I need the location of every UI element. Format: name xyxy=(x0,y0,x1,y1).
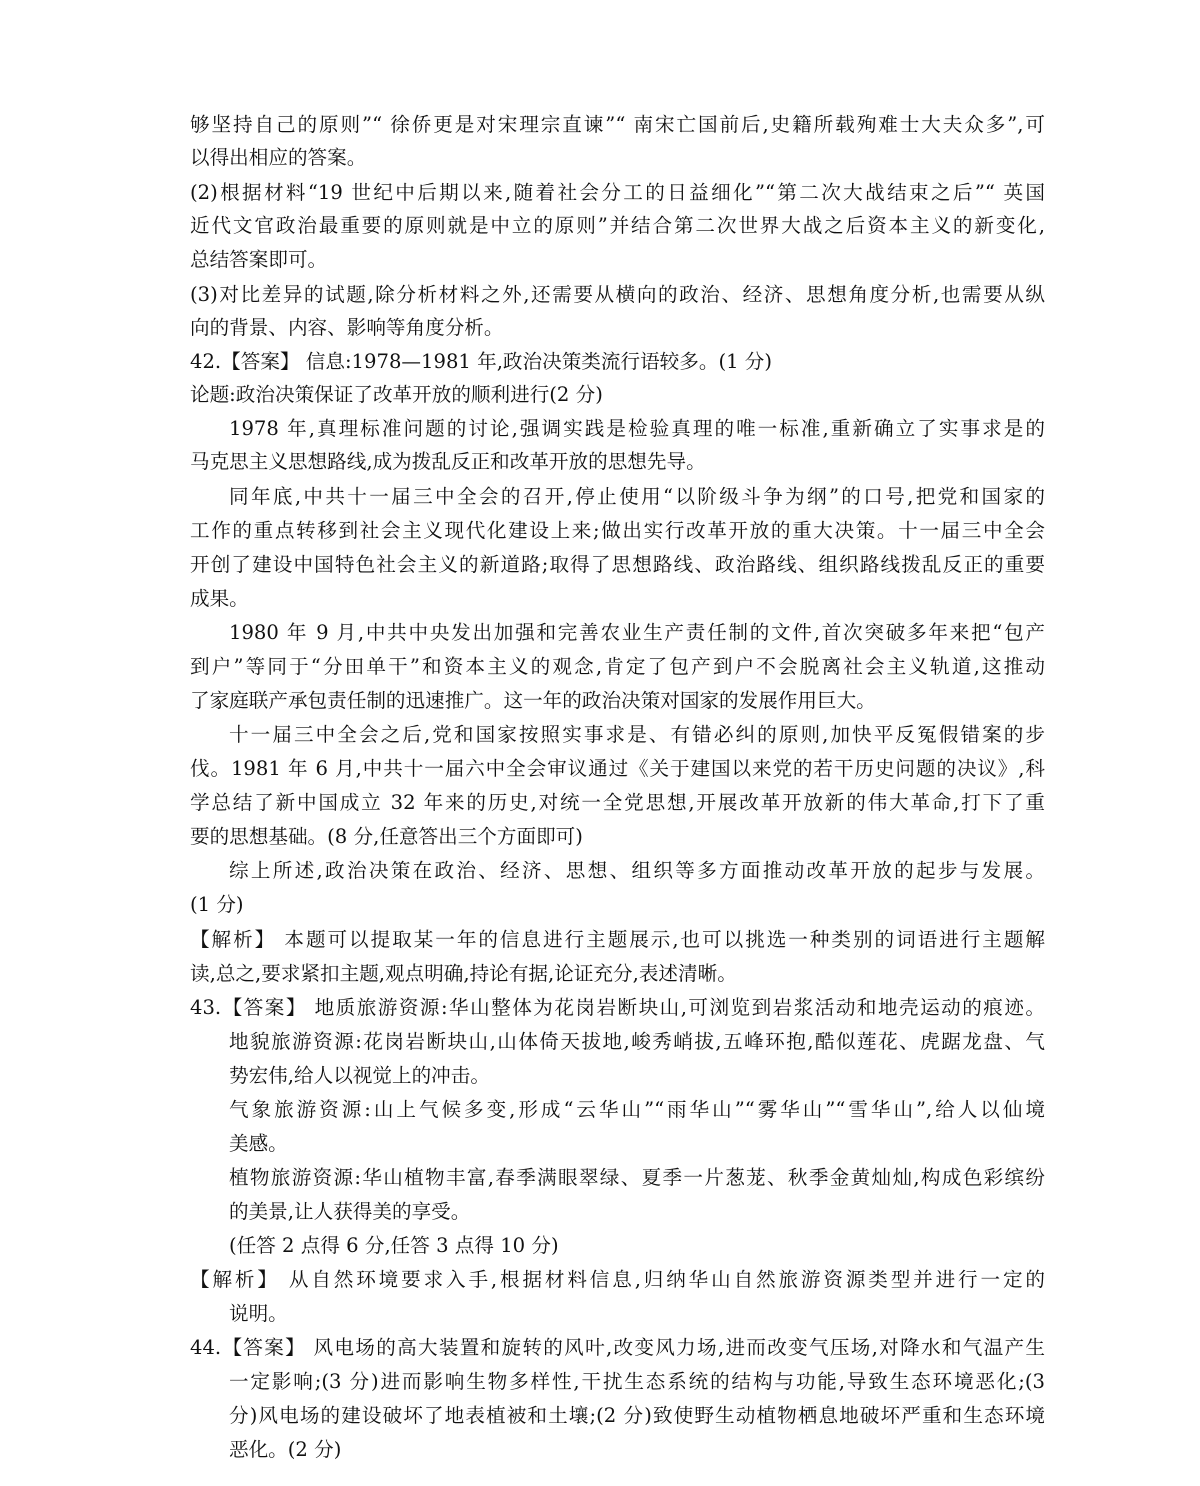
text-line: 向的背景、内容、影响等角度分析。 xyxy=(190,316,504,339)
text-line: 成果。 xyxy=(190,587,249,610)
text-line: 十一届三中全会之后,党和国家按照实事求是、有错必纠的原则,加快平反冤假错案的步 xyxy=(229,723,1045,746)
text-line: 综上所述,政治决策在政治、经济、思想、组织等多方面推动改革开放的起步与发展。 xyxy=(229,859,1045,882)
text-line: 近代文官政治最重要的原则就是中立的原则”并结合第二次世界大战之后资本主义的新变化, xyxy=(190,214,1045,237)
text-line: 植物旅游资源:华山植物丰富,春季满眼翠绿、夏季一片葱茏、秋季金黄灿灿,构成色彩缤纷 xyxy=(229,1166,1045,1189)
text-line: 总结答案即可。 xyxy=(190,248,328,271)
question-42-answer: 42.【答案】 信息:1978—1981 年,政治决策类流行语较多。(1 分) xyxy=(190,350,773,373)
text-line: 读,总之,要求紧扣主题,观点明确,持论有据,论证充分,表述清晰。 xyxy=(190,962,737,985)
text-line: 到户”等同于“分田单干”和资本主义的观念,肯定了包产到户不会脱离社会主义轨道,这推动 xyxy=(190,655,1045,678)
text-line: 分)风电场的建设破坏了地表植被和土壤;(2 分)致使野生动植物栖息地破坏严重和生态环境 xyxy=(229,1404,1045,1427)
text-line: 伐。1981 年 6 月,中共十一届六中全会审议通过《关于建国以来党的若干历史问题的决议》,科 xyxy=(190,757,1045,780)
text-line: 论题:政治决策保证了改革开放的顺利进行(2 分) xyxy=(190,383,603,406)
text-line: 一定影响;(3 分)进而影响生物多样性,干扰生态系统的结构与功能,导致生态环境恶化;(3 xyxy=(229,1370,1045,1393)
text-line: 开创了建设中国特色社会主义的新道路;取得了思想路线、政治路线、组织路线拨乱反正的重要 xyxy=(190,553,1045,576)
text-line: 势宏伟,给人以视觉上的冲击。 xyxy=(229,1064,490,1087)
text-line: (3)对比差异的试题,除分析材料之外,还需要从横向的政治、经济、思想角度分析,也需要从纵 xyxy=(190,283,1045,306)
text-line: 说明。 xyxy=(229,1302,288,1325)
text-line: 要的思想基础。(8 分,任意答出三个方面即可) xyxy=(190,825,583,848)
question-44-answer: 44.【答案】 风电场的高大装置和旋转的风叶,改变风力场,进而改变气压场,对降水和气温产生 xyxy=(190,1336,1045,1359)
text-line: 恶化。(2 分) xyxy=(229,1438,342,1461)
text-line: 够坚持自己的原则”“ 徐侨更是对宋理宗直谏”“ 南宋亡国前后,史籍所载殉难士大夫众多”,可 xyxy=(190,113,1045,136)
text-line: 马克思主义思想路线,成为拨乱反正和改革开放的思想先导。 xyxy=(190,450,706,473)
text-line: 地貌旅游资源:花岗岩断块山,山体倚天拔地,峻秀峭拔,五峰环抱,酷似莲花、虎踞龙盘、气 xyxy=(229,1030,1045,1053)
text-line: (任答 2 点得 6 分,任答 3 点得 10 分) xyxy=(229,1234,559,1257)
text-line: (2)根据材料“19 世纪中后期以来,随着社会分工的日益细化”“第二次大战结束之后”“ 英国 xyxy=(190,181,1045,204)
text-line: 的美景,让人获得美的享受。 xyxy=(229,1200,471,1223)
text-line: 气象旅游资源:山上气候多变,形成“云华山”“雨华山”“雾华山”“雪华山”,给人以仙境 xyxy=(229,1098,1045,1121)
analysis-42: 【解析】 本题可以提取某一年的信息进行主题展示,也可以挑选一种类别的词语进行主题解 xyxy=(190,928,1045,951)
text-line: 1978 年,真理标准问题的讨论,强调实践是检验真理的唯一标准,重新确立了实事求是的 xyxy=(229,417,1045,440)
analysis-43: 【解析】 从自然环境要求入手,根据材料信息,归纳华山自然旅游资源类型并进行一定的 xyxy=(190,1268,1045,1291)
text-line: 美感。 xyxy=(229,1132,288,1155)
text-line: 了家庭联产承包责任制的迅速推广。这一年的政治决策对国家的发展作用巨大。 xyxy=(190,689,876,712)
text-line: 以得出相应的答案。 xyxy=(190,146,367,169)
text-line: 学总结了新中国成立 32 年来的历史,对统一全党思想,开展改革开放新的伟大革命,打下了重 xyxy=(190,791,1045,814)
text-line: 1980 年 9 月,中共中央发出加强和完善农业生产责任制的文件,首次突破多年来把“包产 xyxy=(229,621,1045,644)
question-43-answer: 43.【答案】 地质旅游资源:华山整体为花岗岩断块山,可浏览到岩浆活动和地壳运动的痕迹。 xyxy=(190,996,1045,1019)
text-line: 同年底,中共十一届三中全会的召开,停止使用“以阶级斗争为纲”的口号,把党和国家的 xyxy=(229,485,1045,508)
text-line: (1 分) xyxy=(190,893,244,916)
text-line: 工作的重点转移到社会主义现代化建设上来;做出实行改革开放的重大决策。十一届三中全会 xyxy=(190,519,1045,542)
